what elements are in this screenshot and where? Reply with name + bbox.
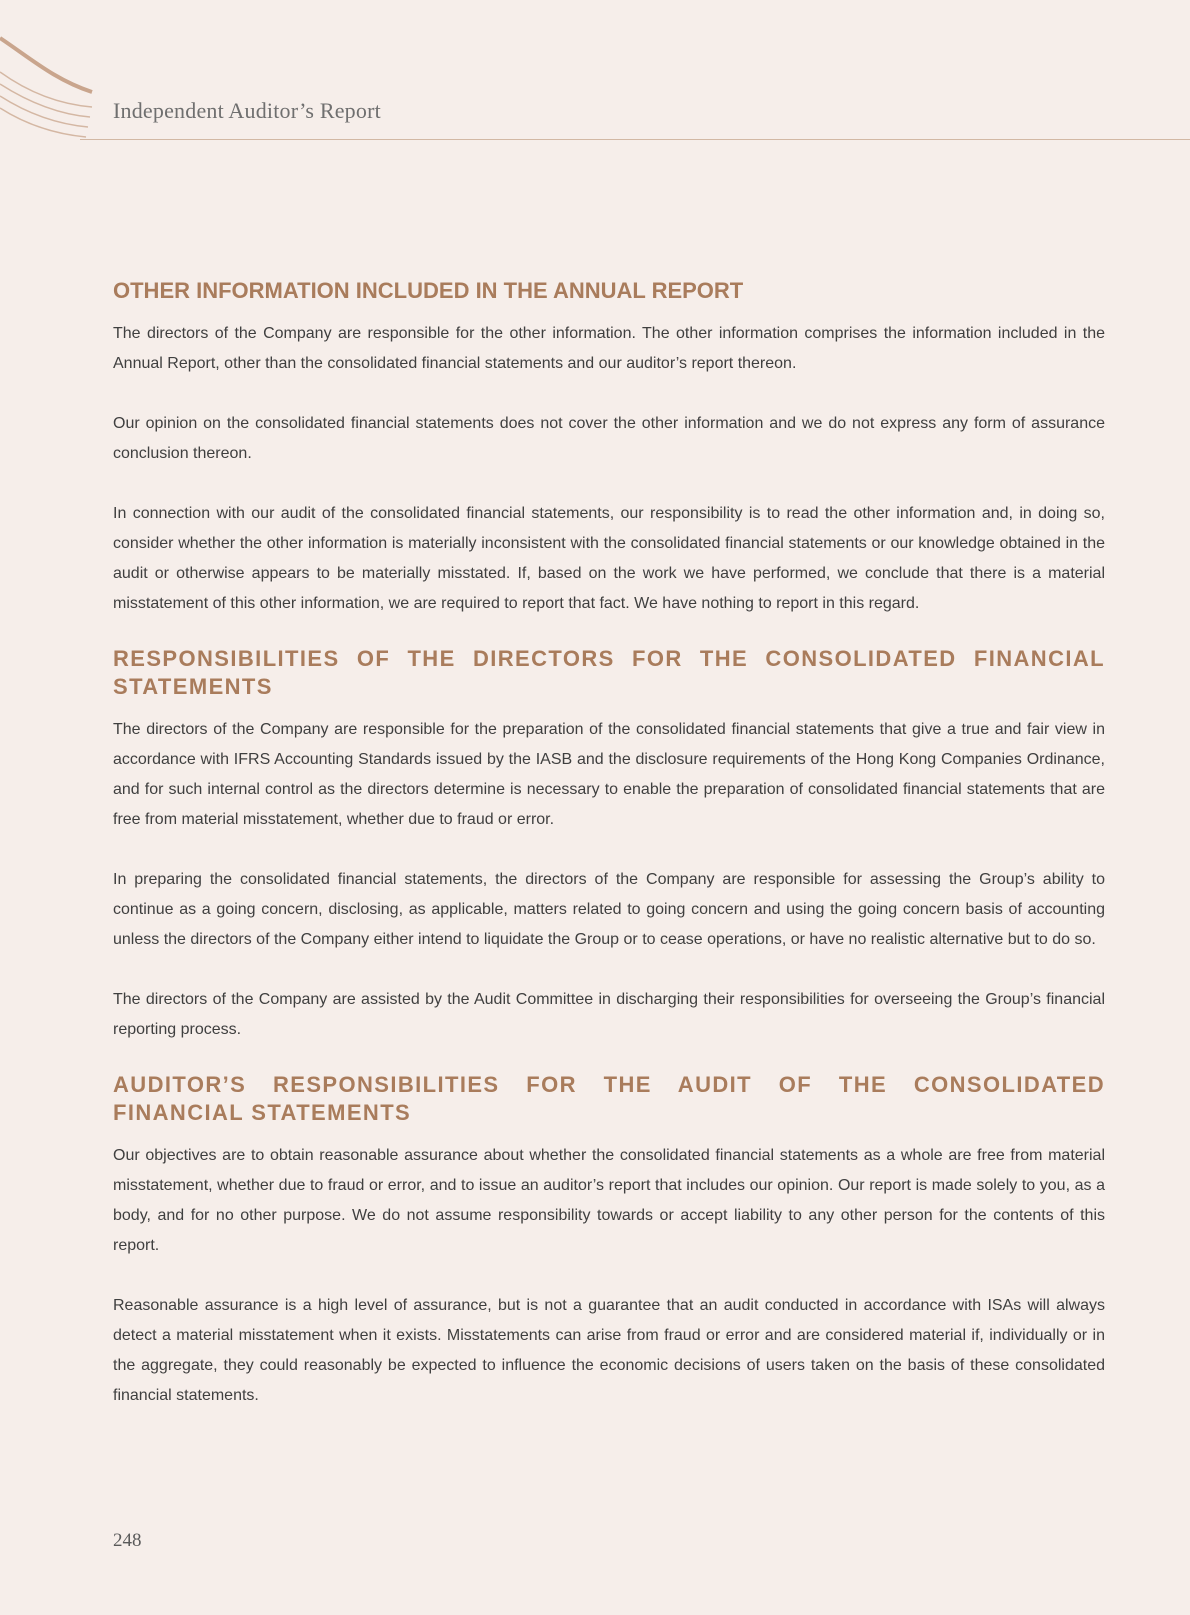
report-content	[113, 277, 1105, 1441]
page-header-title: Independent Auditor’s Report	[113, 98, 381, 123]
paragraph: The directors of the Company are responsible for the other information. The other information comprises the information included in the Annual Report, other than the consolidated financial statements and our auditor’s report thereon.	[113, 325, 1105, 372]
section-heading: OTHER INFORMATION INCLUDED IN THE ANNUAL REPORT	[113, 278, 744, 303]
section-other-information	[113, 277, 1105, 619]
paragraph: The directors of the Company are responsible for the preparation of the consolidated financial statements that give a true and fair view in accordance with IFRS Accounting Standards issued by the IASB and the disclosure requirements of the Hong Kong Companies Ordinance, and for such internal control as the directors determine is necessary to enable the preparation of consolidated financial statements that are free from material misstatement, whether due to fraud or error.	[113, 721, 1105, 828]
header-divider	[80, 139, 1190, 140]
section-auditor-responsibilities	[113, 1071, 1105, 1411]
paragraph: The directors of the Company are assisted by the Audit Committee in discharging their responsibilities for overseeing the Group’s financial reporting process.	[113, 991, 1105, 1038]
paragraph: In preparing the consolidated financial statements, the directors of the Company are responsible for assessing the Group’s ability to continue as a going concern, disclosing, as applicable, matters related to going concern and using the going concern basis of accounting unless the directors of the Company either intend to liquidate the Group or to cease operations, or have no realistic alternative but to do so.	[113, 871, 1105, 948]
header-arcs-decoration	[0, 0, 120, 150]
paragraph: Reasonable assurance is a high level of assurance, but is not a guarantee that an audit conducted in accordance with ISAs will always detect a material misstatement when it exists. Misstatements can arise from fraud or error and are considered material if, individually or in the aggregate, they could reasonably be expected to influence the economic decisions of users taken on the basis of these consolidated financial statements.	[113, 1297, 1105, 1404]
page-number: 248	[113, 1530, 142, 1551]
paragraph: Our objectives are to obtain reasonable assurance about whether the consolidated financial statements as a whole are free from material misstatement, whether due to fraud or error, and to issue an auditor’s report that includes our opinion. Our report is made solely to you, as a body, and for no other purpose. We do not assume responsibility towards or accept liability to any other person for the contents of this report.	[113, 1147, 1105, 1254]
section-heading: RESPONSIBILITIES OF THE DIRECTORS FOR THE CONSOLIDATED FINANCIAL STATEMENTS	[113, 646, 1105, 699]
section-heading: AUDITOR’S RESPONSIBILITIES FOR THE AUDIT OF THE CONSOLIDATED FINANCIAL STATEMENTS	[113, 1072, 1105, 1125]
paragraph: In connection with our audit of the consolidated financial statements, our responsibility is to read the other information and, in doing so, consider whether the other information is materially inconsistent with the consolidated financial statements or our knowledge obtained in the audit or otherwise appears to be materially misstated. If, based on the work we have performed, we conclude that there is a material misstatement of this other information, we are required to report that fact. We have nothing to report in this regard.	[113, 505, 1105, 612]
paragraph: Our opinion on the consolidated financial statements does not cover the other information and we do not express any form of assurance conclusion thereon.	[113, 415, 1105, 462]
section-directors-responsibilities	[113, 645, 1105, 1045]
